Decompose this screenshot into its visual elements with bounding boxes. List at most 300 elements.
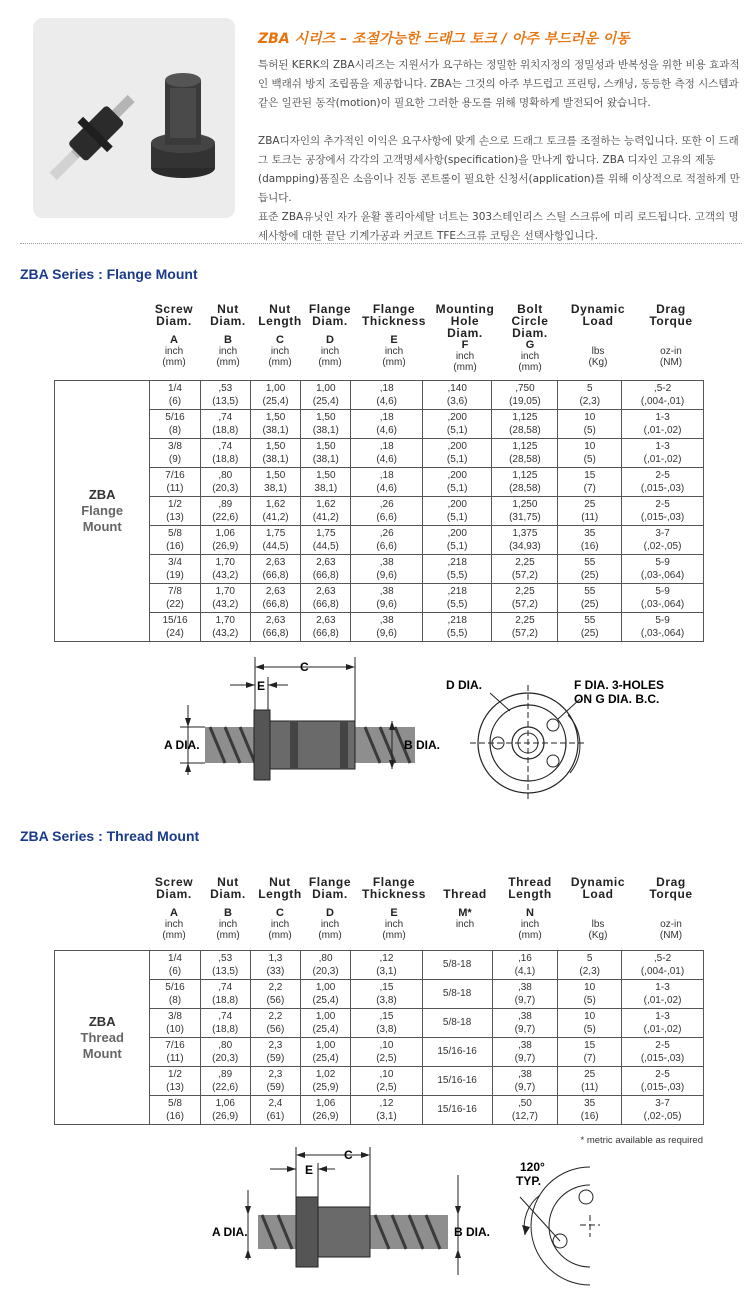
cell-value: 2,63: [316, 556, 336, 568]
cell-value: (2,3): [579, 966, 600, 977]
table-cell: [200, 613, 250, 642]
cell-value: (25,4): [312, 995, 339, 1006]
column-name: Nut Length: [258, 875, 302, 901]
cell-value: ,38: [517, 1039, 532, 1051]
cell-value: (25,4): [312, 1053, 339, 1064]
table-cell: [558, 1067, 622, 1096]
cell-value: (18,8): [212, 425, 239, 436]
table-cell: [422, 980, 492, 1009]
table-cell: [492, 1096, 558, 1125]
cell-value: 1,125: [512, 411, 538, 423]
cell-value: 5/8-18: [442, 959, 472, 971]
table-cell: [351, 497, 422, 526]
dim-b-label: B DIA.: [404, 738, 440, 752]
cell-value: 1,70: [215, 614, 235, 626]
cell-value: 1,62: [265, 498, 286, 510]
cell-value: ,89: [218, 498, 233, 510]
dim-f-label-line1: F DIA. 3-HOLES: [574, 678, 665, 692]
column-name: Thread: [443, 887, 487, 901]
table-cell: [200, 381, 250, 410]
table-cell: [150, 468, 200, 497]
column-letter: C: [276, 334, 284, 346]
flange-row-label: [55, 381, 150, 642]
cell-value: 1,06: [215, 527, 235, 539]
table-row: [55, 1009, 704, 1038]
cell-value: (10): [166, 1024, 184, 1035]
cell-value: (5): [583, 1024, 596, 1035]
cell-value: (,03-,064): [640, 570, 685, 581]
cell-value: (5): [583, 995, 596, 1006]
cell-value: (56): [266, 1024, 285, 1035]
table-cell: [250, 1096, 300, 1125]
thread-dim-a-label: A DIA.: [212, 1225, 248, 1239]
column-units: inch (mm): [162, 346, 186, 368]
cell-value: ,200: [447, 440, 467, 452]
cell-value: 1,50: [316, 440, 336, 452]
table-cell: [558, 980, 622, 1009]
column-name: Drag Torque: [649, 875, 693, 901]
cell-value: (16): [580, 541, 599, 552]
cell-value: ,140: [447, 382, 467, 394]
cell-value: (25,4): [262, 396, 289, 407]
cell-value: (6,6): [376, 541, 397, 552]
cell-value: 25: [584, 498, 596, 510]
thread-header-col-7: [500, 876, 560, 941]
table-cell: [351, 1009, 423, 1038]
cell-value: 1/4: [168, 952, 182, 964]
cell-value: (3,6): [446, 396, 468, 407]
table-cell: [422, 410, 492, 439]
cell-value: ,10: [379, 1068, 394, 1080]
cell-value: 2,25: [515, 585, 535, 597]
thread-dim-c-label: C: [344, 1148, 353, 1162]
cell-value: 1-3: [655, 1010, 670, 1022]
row-label-line: Mount: [82, 519, 122, 534]
cell-value: (66,8): [262, 599, 289, 610]
cell-value: 2,63: [265, 585, 286, 597]
table-cell: [250, 497, 300, 526]
table-row: [55, 381, 704, 410]
table-cell: [200, 1009, 250, 1038]
table-row: [55, 613, 704, 642]
cell-value: 55: [584, 614, 596, 626]
table-cell: [150, 1038, 200, 1067]
cell-value: (41,2): [262, 512, 289, 523]
cell-value: (57,2): [511, 599, 538, 610]
cell-value: 25: [584, 1068, 596, 1080]
cell-value: (24): [166, 628, 184, 639]
table-row: [55, 497, 704, 526]
product-photo-drawing: [33, 18, 235, 218]
cell-value: (5,1): [446, 483, 468, 494]
cell-value: (,015-,03): [640, 483, 685, 494]
table-cell: [422, 1096, 492, 1125]
cell-value: 15/16: [162, 614, 188, 626]
table-cell: [351, 951, 423, 980]
table-cell: [492, 497, 558, 526]
cell-value: 1/2: [168, 498, 182, 510]
table-cell: [150, 526, 200, 555]
table-cell: [301, 555, 351, 584]
table-cell: [622, 980, 704, 1009]
cell-value: (,03-,064): [640, 599, 685, 610]
cell-value: (43,2): [212, 628, 239, 639]
column-name: Dynamic Load: [570, 302, 626, 328]
cell-value: (18,8): [212, 1024, 239, 1035]
cell-value: 5/16: [165, 981, 185, 993]
cell-value: 15/16-16: [437, 1046, 477, 1058]
cell-value: 5-9: [655, 585, 670, 597]
cell-value: 2,63: [316, 614, 336, 626]
cell-value: (9,7): [514, 1024, 536, 1035]
table-cell: [200, 584, 250, 613]
thread-header-col-3: [258, 876, 302, 941]
table-cell: [351, 584, 422, 613]
cell-value: ,218: [447, 585, 467, 597]
cell-value: 2-5: [655, 498, 670, 510]
cell-value: ,53: [218, 952, 233, 964]
table-cell: [150, 1009, 200, 1038]
cell-value: (66,8): [262, 570, 289, 581]
cell-value: 1,50: [316, 411, 336, 423]
cell-value: (25): [580, 599, 599, 610]
cell-value: (28,58): [509, 425, 541, 436]
cell-value: 3/8: [168, 440, 182, 452]
table-cell: [492, 468, 558, 497]
cell-value: (28,58): [509, 454, 541, 465]
table-cell: [150, 1096, 200, 1125]
cell-value: 3-7: [655, 1097, 670, 1109]
table-cell: [622, 1009, 704, 1038]
flange-section-title: ZBA Series : Flange Mount: [20, 266, 198, 282]
cell-value: (20,3): [212, 483, 239, 494]
cell-value: (11): [166, 483, 184, 494]
table-cell: [422, 468, 492, 497]
cell-value: (33): [266, 966, 285, 977]
thread-section-title: ZBA Series : Thread Mount: [20, 828, 200, 844]
cell-value: (4,6): [376, 425, 397, 436]
row-label-line: Mount: [82, 1045, 122, 1061]
column-units: inch (mm): [216, 919, 240, 941]
cell-value: ,10: [379, 1039, 394, 1051]
cell-value: 2-5: [655, 1039, 670, 1051]
cell-value: 2-5: [655, 469, 670, 481]
table-cell: [492, 555, 558, 584]
flange-header-col-1: [150, 303, 198, 368]
cell-value: (66,8): [312, 628, 339, 639]
cell-value: (26,9): [212, 1111, 239, 1122]
cell-value: (19): [166, 570, 184, 581]
column-units: lbs (Kg): [588, 346, 608, 368]
row-label-line: Flange: [81, 503, 124, 518]
typ-label: TYP.: [516, 1174, 542, 1188]
cell-value: (5): [583, 454, 596, 465]
cell-value: ,18: [379, 440, 394, 452]
table-cell: [351, 555, 422, 584]
table-cell: [351, 980, 423, 1009]
table-cell: [250, 381, 300, 410]
column-units: inch (mm): [216, 346, 240, 368]
table-cell: [301, 410, 351, 439]
table-cell: [351, 439, 422, 468]
column-letter: B: [224, 907, 232, 919]
column-letter: F: [461, 339, 469, 351]
flange-header-col-7: [500, 303, 560, 373]
table-cell: [300, 1038, 350, 1067]
cell-value: 2,3: [268, 1039, 283, 1051]
table-cell: [150, 584, 200, 613]
cell-value: ,89: [218, 1068, 233, 1080]
column-letter: [566, 907, 630, 919]
cell-value: ,53: [218, 382, 233, 394]
cell-value: (,01-,02): [643, 995, 682, 1006]
table-cell: [351, 613, 422, 642]
cell-value: ,80: [318, 952, 333, 964]
cell-value: (57,2): [511, 570, 538, 581]
flange-header-col-8: [566, 303, 630, 368]
cell-value: (20,3): [212, 1053, 239, 1064]
cell-value: (2,5): [376, 1082, 397, 1093]
cell-value: ,38: [517, 1068, 532, 1080]
cell-value: ,80: [218, 469, 233, 481]
cell-value: (5,5): [446, 599, 468, 610]
cell-value: 1,00: [315, 1039, 336, 1051]
table-cell: [558, 381, 622, 410]
column-units: oz-in (NM): [659, 919, 683, 941]
table-cell: [422, 951, 492, 980]
table-cell: [250, 555, 300, 584]
cell-value: (3,1): [376, 1111, 397, 1122]
cell-value: 5/8-18: [442, 988, 472, 1000]
cell-value: ,38: [379, 585, 394, 597]
cell-value: ,18: [379, 382, 394, 394]
row-label-line: ZBA: [88, 487, 116, 502]
cell-value: 10: [584, 1010, 596, 1022]
cell-value: ,26: [379, 498, 394, 510]
column-units: inch (mm): [318, 919, 342, 941]
cell-value: ,5-2: [653, 952, 672, 964]
cell-value: 3/8: [168, 1010, 182, 1022]
table-cell: [622, 439, 704, 468]
cell-value: 15: [584, 469, 596, 481]
table-cell: [492, 1067, 558, 1096]
table-cell: [150, 410, 200, 439]
flange-header-col-3: [258, 303, 302, 368]
thread-header-col-4: [305, 876, 355, 941]
cell-value: (56): [266, 995, 285, 1006]
cell-value: (59): [266, 1053, 285, 1064]
cell-value: (7): [583, 1053, 596, 1064]
column-units: inch: [455, 919, 475, 930]
column-name: Flange Diam.: [308, 875, 352, 901]
table-cell: [300, 980, 350, 1009]
table-cell: [492, 410, 558, 439]
cell-value: (43,2): [212, 570, 239, 581]
column-units: inch (mm): [268, 919, 292, 941]
cell-value: 1,250: [512, 498, 538, 510]
cell-value: (25): [580, 628, 599, 639]
cell-value: (44,5): [312, 541, 339, 552]
cell-value: 1-3: [655, 411, 670, 423]
column-letter: A: [170, 907, 178, 919]
cell-value: 1,02: [315, 1068, 336, 1080]
cell-value: (9,6): [376, 628, 397, 639]
cell-value: (6): [168, 396, 182, 407]
table-cell: [150, 555, 200, 584]
table-cell: [622, 584, 704, 613]
table-cell: [492, 439, 558, 468]
cell-value: ,15: [379, 981, 394, 993]
cell-value: 5/8: [168, 527, 182, 539]
table-cell: [558, 951, 622, 980]
cell-value: (9,7): [514, 1053, 536, 1064]
cell-value: 10: [584, 411, 596, 423]
table-row: [55, 1096, 704, 1125]
cell-value: (,004-,01): [640, 966, 685, 977]
column-name: Dynamic Load: [570, 875, 626, 901]
table-cell: [301, 613, 351, 642]
table-cell: [250, 410, 300, 439]
cell-value: (,01-,02): [643, 425, 682, 436]
cell-value: 2,63: [265, 556, 286, 568]
table-cell: [558, 526, 622, 555]
product-photo: [33, 18, 235, 218]
table-cell: [250, 1067, 300, 1096]
table-cell: [300, 951, 350, 980]
cell-value: ,218: [447, 556, 467, 568]
cell-value: (12,7): [511, 1111, 538, 1122]
cell-value: 1/2: [168, 1068, 182, 1080]
table-cell: [200, 410, 250, 439]
cell-value: 1,125: [512, 440, 538, 452]
cell-value: (6): [168, 966, 182, 977]
table-cell: [150, 381, 200, 410]
column-letter: [566, 334, 630, 346]
cell-value: ,200: [447, 469, 467, 481]
cell-value: (5,1): [446, 512, 468, 523]
table-cell: [150, 497, 200, 526]
cell-value: (7): [583, 483, 596, 494]
cell-value: ,80: [218, 1039, 233, 1051]
cell-value: ,750: [515, 382, 535, 394]
table-cell: [622, 468, 704, 497]
table-cell: [558, 1038, 622, 1067]
cell-value: 38,1): [264, 483, 287, 494]
column-name: Bolt Circle Diam.: [511, 302, 549, 340]
cell-value: (,01-,02): [643, 1024, 682, 1035]
cell-value: (28,58): [509, 483, 541, 494]
table-cell: [250, 584, 300, 613]
table-cell: [200, 951, 250, 980]
table-cell: [200, 497, 250, 526]
dim-d-label: D DIA.: [446, 678, 482, 692]
table-row: [55, 951, 704, 980]
row-label-line: Thread: [80, 1029, 124, 1045]
thread-diagram: [200, 1145, 740, 1295]
cell-value: 1,75: [265, 527, 286, 539]
column-units: inch (mm): [518, 919, 542, 941]
cell-value: ,38: [517, 981, 532, 993]
cell-value: (59): [266, 1082, 285, 1093]
cell-value: 2,25: [515, 614, 535, 626]
table-cell: [250, 613, 300, 642]
intro-text: [258, 56, 746, 265]
cell-value: (44,5): [262, 541, 289, 552]
cell-value: (57,2): [511, 628, 538, 639]
table-cell: [200, 980, 250, 1009]
cell-value: 1-3: [655, 440, 670, 452]
column-name: Nut Diam.: [210, 302, 246, 328]
flange-spec-table: [54, 380, 704, 642]
cell-value: 1,06: [215, 1097, 235, 1109]
cell-value: 7/16: [165, 469, 185, 481]
cell-value: 2-5: [655, 1068, 670, 1080]
cell-value: (,004-,01): [640, 396, 685, 407]
table-cell: [150, 613, 200, 642]
angle-label: 120°: [520, 1160, 545, 1174]
cell-value: 2,4: [268, 1097, 283, 1109]
cell-value: 2,63: [316, 585, 336, 597]
table-cell: [250, 526, 300, 555]
table-cell: [558, 439, 622, 468]
cell-value: (3,8): [376, 995, 397, 1006]
cell-value: (38,1): [262, 425, 289, 436]
column-units: lbs (Kg): [588, 919, 608, 941]
table-cell: [622, 381, 704, 410]
table-row: [55, 1038, 704, 1067]
table-cell: [300, 1067, 350, 1096]
cell-value: 5/16: [165, 411, 185, 423]
cell-value: 10: [584, 981, 596, 993]
table-cell: [622, 497, 704, 526]
cell-value: (9,6): [376, 570, 397, 581]
table-cell: [558, 468, 622, 497]
table-cell: [622, 555, 704, 584]
cell-value: ,26: [379, 527, 394, 539]
table-cell: [422, 1067, 492, 1096]
cell-value: (,015-,03): [640, 1053, 685, 1064]
table-cell: [422, 1038, 492, 1067]
table-cell: [250, 468, 300, 497]
cell-value: ,18: [379, 411, 394, 423]
column-letter: N: [526, 907, 534, 919]
dim-e-label: E: [257, 679, 266, 693]
column-name: Flange Thickness: [361, 875, 427, 901]
cell-value: (8): [168, 995, 182, 1006]
flange-header-col-4: [305, 303, 355, 368]
cell-value: 1,75: [316, 527, 336, 539]
table-cell: [622, 1067, 704, 1096]
table-row: [55, 410, 704, 439]
cell-value: (4,1): [514, 966, 536, 977]
table-cell: [150, 439, 200, 468]
column-letter: E: [390, 334, 398, 346]
table-cell: [250, 980, 300, 1009]
cell-value: (13): [166, 512, 184, 523]
table-cell: [622, 410, 704, 439]
table-cell: [200, 1067, 250, 1096]
table-cell: [150, 1067, 200, 1096]
cell-value: (25,4): [312, 1024, 339, 1035]
table-cell: [351, 1096, 423, 1125]
column-letter: B: [224, 334, 232, 346]
column-letter: C: [276, 907, 284, 919]
cell-value: (11): [581, 1082, 599, 1093]
cell-value: (20,3): [312, 966, 339, 977]
cell-value: (3,1): [376, 966, 397, 977]
table-cell: [422, 439, 492, 468]
cell-value: 1,00: [265, 382, 286, 394]
